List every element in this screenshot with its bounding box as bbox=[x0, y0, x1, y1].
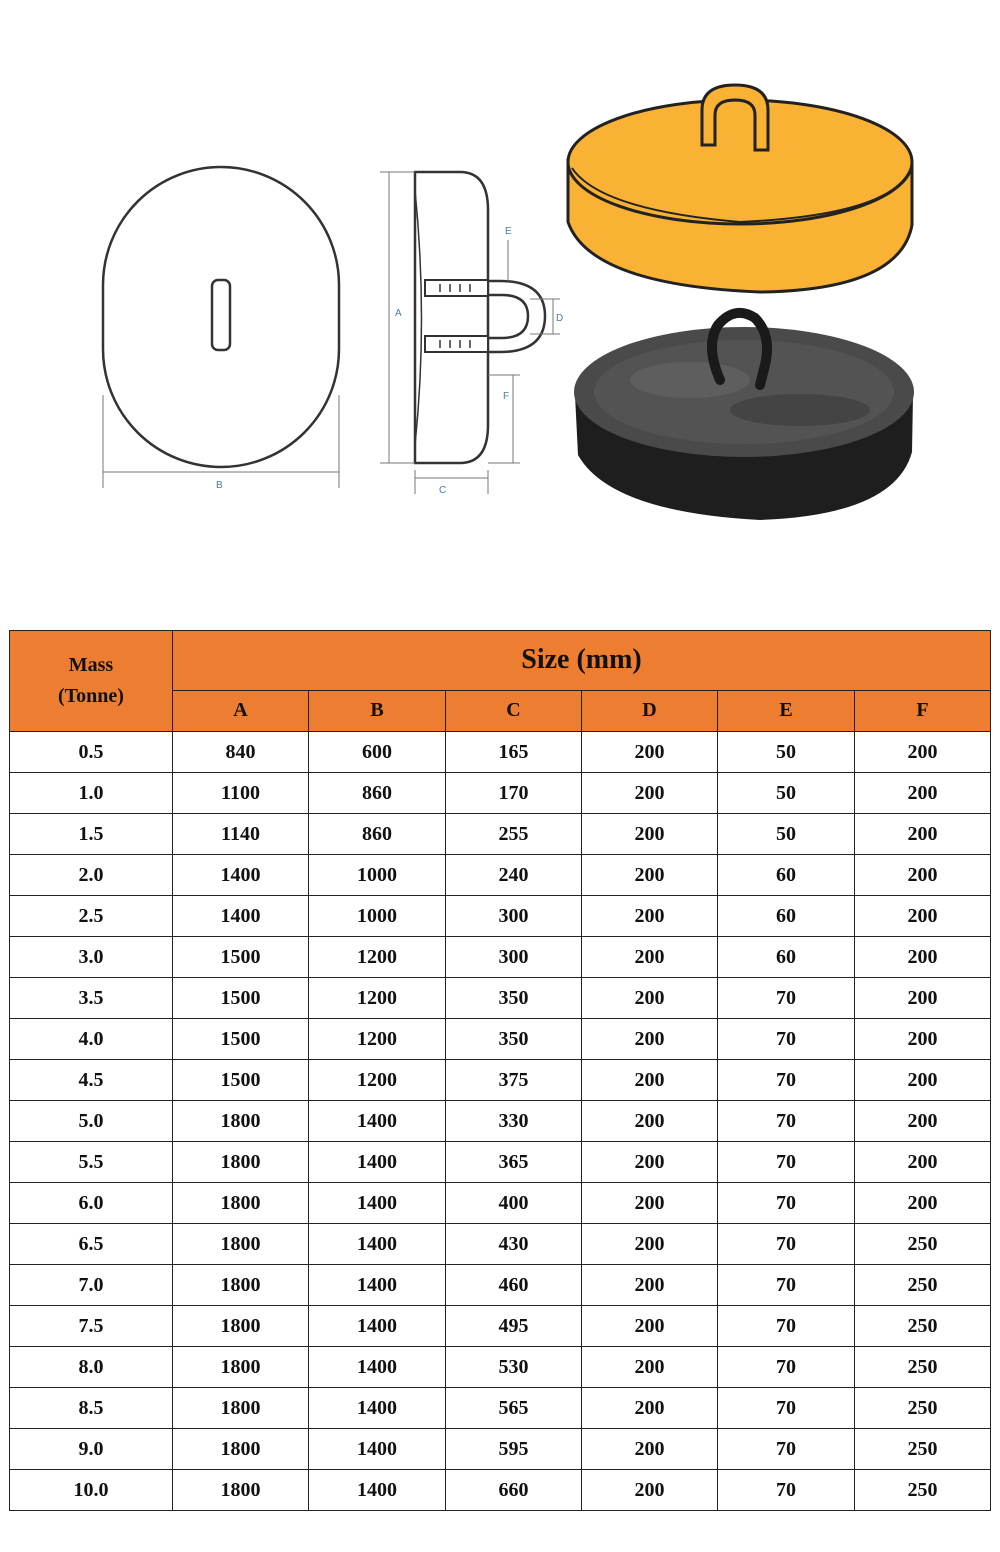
table-body bbox=[10, 732, 991, 1511]
size-cell-f: 200 bbox=[855, 855, 991, 896]
size-cell-c: 460 bbox=[446, 1265, 582, 1306]
table-row bbox=[10, 1101, 991, 1142]
dimension-e-label: E bbox=[505, 226, 512, 237]
mass-cell: 5.5 bbox=[10, 1142, 173, 1183]
mass-cell: 7.0 bbox=[10, 1265, 173, 1306]
size-cell-f: 250 bbox=[855, 1429, 991, 1470]
size-cell-c: 430 bbox=[446, 1224, 582, 1265]
size-cell-e: 70 bbox=[718, 1060, 855, 1101]
size-cell-c: 170 bbox=[446, 773, 582, 814]
side-view-outline bbox=[415, 172, 488, 463]
size-cell-f: 200 bbox=[855, 773, 991, 814]
size-cell-c: 375 bbox=[446, 1060, 582, 1101]
size-cell-e: 50 bbox=[718, 814, 855, 855]
size-cell-b: 860 bbox=[309, 814, 446, 855]
size-cell-a: 1800 bbox=[173, 1142, 309, 1183]
table-row bbox=[10, 814, 991, 855]
size-cell-b: 1400 bbox=[309, 1101, 446, 1142]
size-cell-c: 530 bbox=[446, 1347, 582, 1388]
size-cell-e: 70 bbox=[718, 1142, 855, 1183]
table-row bbox=[10, 1019, 991, 1060]
size-cell-e: 70 bbox=[718, 1347, 855, 1388]
dimension-a-label: A bbox=[395, 308, 402, 319]
table-row bbox=[10, 1142, 991, 1183]
size-cell-e: 70 bbox=[718, 1101, 855, 1142]
size-cell-c: 595 bbox=[446, 1429, 582, 1470]
mass-column-header bbox=[10, 631, 173, 732]
size-cell-f: 200 bbox=[855, 1019, 991, 1060]
table-row bbox=[10, 1388, 991, 1429]
size-cell-a: 1500 bbox=[173, 1060, 309, 1101]
dimension-d-label: D bbox=[556, 313, 564, 324]
size-cell-d: 200 bbox=[582, 896, 718, 937]
size-cell-a: 1100 bbox=[173, 773, 309, 814]
size-cell-d: 200 bbox=[582, 1019, 718, 1060]
size-cell-f: 200 bbox=[855, 937, 991, 978]
mass-cell: 4.5 bbox=[10, 1060, 173, 1101]
size-cell-a: 1800 bbox=[173, 1101, 309, 1142]
size-cell-e: 70 bbox=[718, 1019, 855, 1060]
u-handle-outer bbox=[488, 281, 545, 352]
size-cell-b: 1400 bbox=[309, 1347, 446, 1388]
mass-cell: 2.5 bbox=[10, 896, 173, 937]
size-cell-f: 200 bbox=[855, 1183, 991, 1224]
bolt-upper bbox=[425, 280, 488, 296]
size-cell-a: 1140 bbox=[173, 814, 309, 855]
table-row bbox=[10, 1429, 991, 1470]
table-row bbox=[10, 1060, 991, 1101]
table-row bbox=[10, 1224, 991, 1265]
size-cell-a: 1500 bbox=[173, 937, 309, 978]
mass-cell: 3.0 bbox=[10, 937, 173, 978]
table-row bbox=[10, 1306, 991, 1347]
mass-cell: 5.0 bbox=[10, 1101, 173, 1142]
size-cell-a: 1800 bbox=[173, 1429, 309, 1470]
size-cell-c: 240 bbox=[446, 855, 582, 896]
mass-cell: 8.5 bbox=[10, 1388, 173, 1429]
column-header-a: A bbox=[173, 690, 309, 731]
size-cell-d: 200 bbox=[582, 1183, 718, 1224]
mass-cell: 7.5 bbox=[10, 1306, 173, 1347]
size-cell-e: 70 bbox=[718, 1306, 855, 1347]
size-cell-d: 200 bbox=[582, 1142, 718, 1183]
size-cell-d: 200 bbox=[582, 1101, 718, 1142]
yellow-weight-illustration bbox=[568, 85, 912, 292]
size-cell-a: 840 bbox=[173, 732, 309, 773]
size-cell-f: 250 bbox=[855, 1306, 991, 1347]
size-cell-d: 200 bbox=[582, 732, 718, 773]
size-cell-a: 1400 bbox=[173, 896, 309, 937]
size-cell-d: 200 bbox=[582, 1060, 718, 1101]
size-cell-f: 250 bbox=[855, 1224, 991, 1265]
u-handle-inner bbox=[488, 295, 528, 338]
size-cell-c: 365 bbox=[446, 1142, 582, 1183]
size-cell-f: 250 bbox=[855, 1388, 991, 1429]
size-cell-f: 200 bbox=[855, 814, 991, 855]
mass-cell: 8.0 bbox=[10, 1347, 173, 1388]
size-cell-e: 70 bbox=[718, 1183, 855, 1224]
column-header-c: C bbox=[446, 690, 582, 731]
size-cell-e: 70 bbox=[718, 1429, 855, 1470]
size-cell-a: 1800 bbox=[173, 1224, 309, 1265]
size-cell-b: 1400 bbox=[309, 1470, 446, 1511]
size-cell-a: 1800 bbox=[173, 1306, 309, 1347]
size-cell-f: 200 bbox=[855, 732, 991, 773]
size-cell-b: 1400 bbox=[309, 1265, 446, 1306]
size-cell-b: 1400 bbox=[309, 1429, 446, 1470]
size-cell-e: 70 bbox=[718, 1388, 855, 1429]
size-cell-c: 400 bbox=[446, 1183, 582, 1224]
size-cell-a: 1800 bbox=[173, 1470, 309, 1511]
size-group-header: Size (mm) bbox=[173, 631, 991, 691]
size-cell-e: 70 bbox=[718, 1224, 855, 1265]
size-cell-c: 255 bbox=[446, 814, 582, 855]
mass-cell: 2.0 bbox=[10, 855, 173, 896]
size-cell-e: 70 bbox=[718, 1265, 855, 1306]
size-cell-f: 200 bbox=[855, 1060, 991, 1101]
size-cell-a: 1800 bbox=[173, 1265, 309, 1306]
table-row bbox=[10, 896, 991, 937]
size-cell-b: 600 bbox=[309, 732, 446, 773]
bolt-lower bbox=[425, 336, 488, 352]
table-row bbox=[10, 1347, 991, 1388]
specification-table bbox=[9, 630, 991, 1511]
table-row bbox=[10, 937, 991, 978]
size-cell-d: 200 bbox=[582, 1224, 718, 1265]
size-cell-b: 860 bbox=[309, 773, 446, 814]
size-cell-f: 200 bbox=[855, 1101, 991, 1142]
size-cell-d: 200 bbox=[582, 773, 718, 814]
size-cell-f: 250 bbox=[855, 1265, 991, 1306]
size-cell-f: 200 bbox=[855, 978, 991, 1019]
size-cell-a: 1800 bbox=[173, 1388, 309, 1429]
size-cell-c: 300 bbox=[446, 896, 582, 937]
technical-drawing bbox=[0, 0, 1000, 600]
size-cell-b: 1400 bbox=[309, 1388, 446, 1429]
cast-iron-weight-photo bbox=[574, 313, 914, 520]
size-cell-c: 350 bbox=[446, 1019, 582, 1060]
column-header-b: B bbox=[309, 690, 446, 731]
size-cell-d: 200 bbox=[582, 1265, 718, 1306]
size-cell-d: 200 bbox=[582, 855, 718, 896]
mass-cell: 9.0 bbox=[10, 1429, 173, 1470]
size-cell-c: 330 bbox=[446, 1101, 582, 1142]
table-row bbox=[10, 732, 991, 773]
mass-cell: 6.5 bbox=[10, 1224, 173, 1265]
size-cell-b: 1200 bbox=[309, 1019, 446, 1060]
size-cell-b: 1400 bbox=[309, 1306, 446, 1347]
size-cell-e: 60 bbox=[718, 855, 855, 896]
front-view-slot bbox=[212, 280, 230, 350]
dimension-c-label: C bbox=[439, 485, 447, 496]
size-cell-d: 200 bbox=[582, 978, 718, 1019]
size-cell-a: 1400 bbox=[173, 855, 309, 896]
table-row bbox=[10, 1183, 991, 1224]
mass-cell: 4.0 bbox=[10, 1019, 173, 1060]
size-cell-a: 1800 bbox=[173, 1183, 309, 1224]
size-cell-c: 495 bbox=[446, 1306, 582, 1347]
size-cell-d: 200 bbox=[582, 1306, 718, 1347]
size-cell-b: 1200 bbox=[309, 1060, 446, 1101]
size-cell-a: 1800 bbox=[173, 1347, 309, 1388]
table-row bbox=[10, 855, 991, 896]
size-cell-b: 1200 bbox=[309, 937, 446, 978]
size-cell-f: 250 bbox=[855, 1347, 991, 1388]
size-cell-e: 60 bbox=[718, 937, 855, 978]
mass-cell: 10.0 bbox=[10, 1470, 173, 1511]
size-cell-e: 70 bbox=[718, 978, 855, 1019]
mass-cell: 0.5 bbox=[10, 732, 173, 773]
column-header-f: F bbox=[855, 690, 991, 731]
size-cell-c: 165 bbox=[446, 732, 582, 773]
size-cell-b: 1400 bbox=[309, 1142, 446, 1183]
size-cell-f: 200 bbox=[855, 896, 991, 937]
size-cell-b: 1400 bbox=[309, 1183, 446, 1224]
size-cell-d: 200 bbox=[582, 1388, 718, 1429]
size-cell-e: 50 bbox=[718, 773, 855, 814]
product-figure bbox=[0, 0, 1000, 600]
size-cell-b: 1400 bbox=[309, 1224, 446, 1265]
size-cell-c: 565 bbox=[446, 1388, 582, 1429]
dimension-f-label: F bbox=[503, 391, 510, 402]
size-cell-c: 350 bbox=[446, 978, 582, 1019]
table-header bbox=[10, 631, 991, 732]
column-header-e: E bbox=[718, 690, 855, 731]
mass-cell: 6.0 bbox=[10, 1183, 173, 1224]
table-row bbox=[10, 773, 991, 814]
size-cell-d: 200 bbox=[582, 1429, 718, 1470]
size-cell-a: 1500 bbox=[173, 1019, 309, 1060]
size-cell-d: 200 bbox=[582, 937, 718, 978]
mass-cell: 1.0 bbox=[10, 773, 173, 814]
size-cell-c: 660 bbox=[446, 1470, 582, 1511]
column-header-d: D bbox=[582, 690, 718, 731]
size-cell-b: 1200 bbox=[309, 978, 446, 1019]
table-row bbox=[10, 1265, 991, 1306]
size-cell-d: 200 bbox=[582, 1470, 718, 1511]
mass-header-label: Mass bbox=[68, 654, 114, 676]
size-cell-e: 50 bbox=[718, 732, 855, 773]
size-cell-c: 300 bbox=[446, 937, 582, 978]
mass-cell: 1.5 bbox=[10, 814, 173, 855]
size-cell-d: 200 bbox=[582, 1347, 718, 1388]
size-cell-b: 1000 bbox=[309, 896, 446, 937]
dimension-b-label: B bbox=[216, 480, 223, 491]
mass-cell: 3.5 bbox=[10, 978, 173, 1019]
size-cell-e: 70 bbox=[718, 1470, 855, 1511]
front-view bbox=[103, 167, 339, 491]
size-cell-f: 250 bbox=[855, 1470, 991, 1511]
size-cell-f: 200 bbox=[855, 1142, 991, 1183]
mass-header-unit: (Tonne) bbox=[58, 685, 124, 707]
table-row bbox=[10, 1470, 991, 1511]
size-cell-e: 60 bbox=[718, 896, 855, 937]
side-view bbox=[380, 172, 563, 496]
table-row bbox=[10, 978, 991, 1019]
size-cell-d: 200 bbox=[582, 814, 718, 855]
size-cell-b: 1000 bbox=[309, 855, 446, 896]
size-cell-a: 1500 bbox=[173, 978, 309, 1019]
